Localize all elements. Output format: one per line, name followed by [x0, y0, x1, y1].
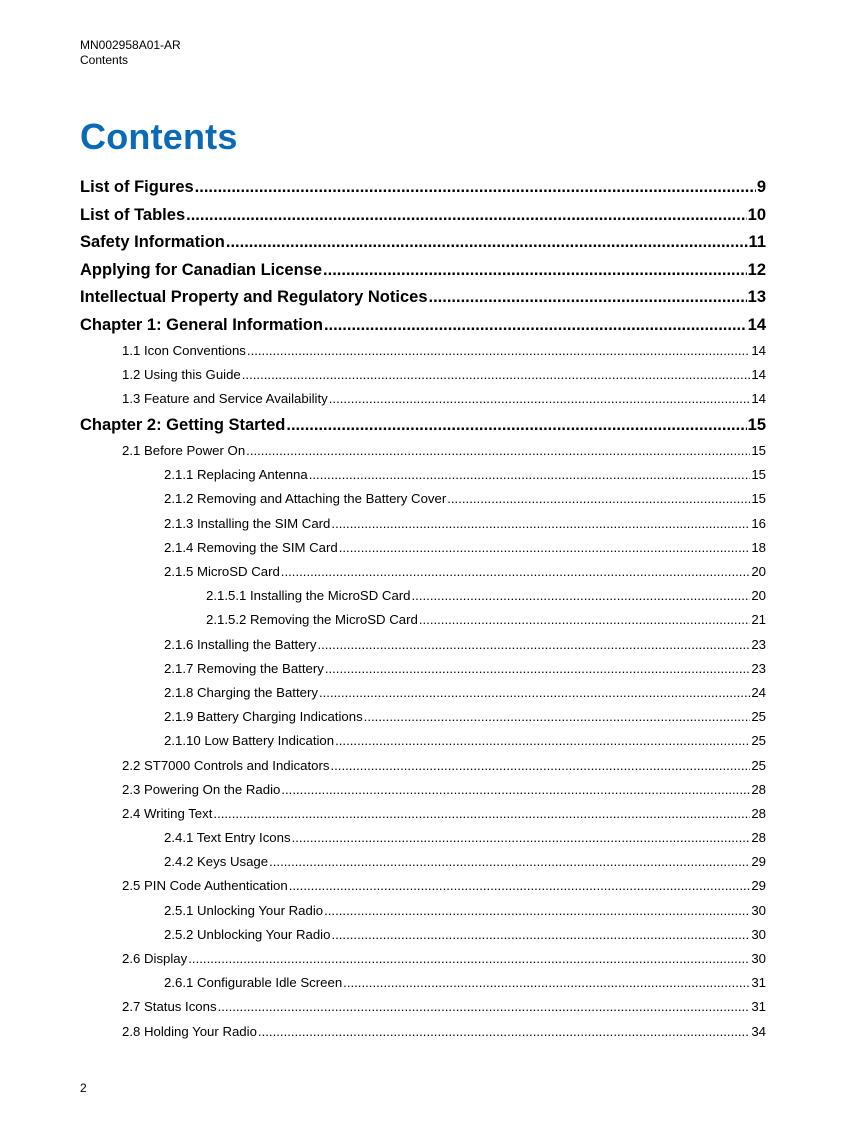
- toc-entry-label[interactable]: 2.3 Powering On the Radio: [122, 781, 281, 797]
- toc-entry-label[interactable]: 2.1.6 Installing the Battery: [164, 636, 317, 652]
- toc-entry-page-number[interactable]: 30: [751, 902, 766, 918]
- toc-dot-leader: [323, 257, 747, 285]
- toc-entry-label[interactable]: 2.1.5.2 Removing the MicroSD Card: [206, 612, 418, 628]
- toc-entry-page-number[interactable]: 23: [751, 636, 766, 652]
- toc-entry-label[interactable]: 2.1.7 Removing the Battery: [164, 660, 324, 676]
- toc-entry[interactable]: [80, 874, 766, 898]
- toc-entry[interactable]: [80, 802, 766, 826]
- toc-dot-leader: [281, 778, 750, 802]
- toc-entry-label[interactable]: 2.6 Display: [122, 951, 188, 966]
- toc-dot-leader: [324, 312, 747, 340]
- toc-entry[interactable]: [80, 923, 766, 947]
- toc-entry-page-number[interactable]: 14: [751, 343, 766, 358]
- toc-entry[interactable]: [80, 339, 766, 363]
- toc-entry[interactable]: [80, 657, 766, 681]
- toc-entry-label[interactable]: 2.6.1 Configurable Idle Screen: [164, 975, 343, 991]
- toc-dot-leader: [246, 439, 750, 463]
- toc-entry-label[interactable]: 2.1 Before Power On: [122, 443, 246, 459]
- toc-entry-page-number[interactable]: 15: [751, 491, 766, 507]
- toc-entry-label[interactable]: 2.1.4 Removing the SIM Card: [164, 539, 338, 555]
- running-header: [80, 38, 181, 68]
- toc-entry[interactable]: [80, 363, 766, 387]
- toc-entry[interactable]: [80, 681, 766, 705]
- toc-entry-label[interactable]: Applying for Canadian License: [80, 260, 323, 279]
- toc-entry-page-number[interactable]: 31: [751, 975, 766, 991]
- toc-dot-leader: [188, 947, 750, 971]
- toc-entry-page-number[interactable]: 14: [751, 367, 766, 383]
- toc-entry-page-number[interactable]: 9: [756, 178, 766, 196]
- toc-entry-page-number[interactable]: 18: [751, 539, 766, 555]
- toc-entry-page-number[interactable]: 15: [751, 467, 766, 483]
- toc-entry-label[interactable]: 2.2 ST7000 Controls and Indicators: [122, 757, 330, 773]
- toc-entry-label[interactable]: 2.1.10 Low Battery Indication: [164, 733, 335, 749]
- toc-dot-leader: [331, 512, 750, 536]
- toc-entry-page-number[interactable]: 29: [751, 878, 766, 894]
- toc-entry-page-number[interactable]: 28: [751, 781, 766, 797]
- document-id: MN002958A01-AR: [80, 38, 181, 52]
- page-title: Contents: [80, 116, 238, 157]
- toc-entry-label[interactable]: 2.1.5 MicroSD Card: [164, 564, 280, 579]
- toc-entry-label[interactable]: 2.1.2 Removing and Attaching the Battery Cover: [164, 491, 447, 507]
- toc-dot-leader: [339, 536, 751, 560]
- toc-entry-page-number[interactable]: 29: [751, 854, 766, 870]
- toc-entry-label[interactable]: 2.1.3 Installing the SIM Card: [164, 515, 331, 531]
- toc-entry[interactable]: [80, 463, 766, 487]
- toc-entry[interactable]: [80, 312, 766, 340]
- toc-entry-label[interactable]: List of Figures: [80, 178, 194, 196]
- toc-dot-leader: [186, 202, 747, 230]
- toc-entry[interactable]: [80, 995, 766, 1019]
- toc-entry-page-number[interactable]: 25: [751, 709, 766, 725]
- toc-entry[interactable]: [80, 536, 766, 560]
- toc-entry[interactable]: [80, 439, 766, 463]
- toc-entry[interactable]: [80, 284, 766, 312]
- toc-entry-label[interactable]: 2.5.2 Unblocking Your Radio: [164, 926, 331, 942]
- toc-entry-label[interactable]: 1.1 Icon Conventions: [122, 343, 246, 358]
- toc-entry[interactable]: [80, 705, 766, 729]
- toc-entry-page-number[interactable]: 14: [747, 315, 766, 334]
- toc-entry[interactable]: [80, 850, 766, 874]
- toc-dot-leader: [331, 923, 750, 947]
- toc-dot-leader: [258, 1020, 750, 1044]
- toc-entry-page-number[interactable]: 16: [751, 515, 766, 531]
- toc-entry-page-number[interactable]: 14: [751, 391, 766, 407]
- toc-dot-leader: [325, 657, 751, 681]
- toc-entry[interactable]: [80, 174, 766, 202]
- toc-dot-leader: [317, 633, 750, 657]
- toc-entry[interactable]: [80, 584, 766, 608]
- toc-entry-label[interactable]: List of Tables: [80, 205, 186, 224]
- toc-dot-leader: [343, 971, 750, 995]
- toc-entry-label[interactable]: 2.1.1 Replacing Antenna: [164, 467, 308, 483]
- toc-entry[interactable]: [80, 971, 766, 995]
- toc-entry-label[interactable]: Chapter 1: General Information: [80, 315, 323, 334]
- toc-dot-leader: [226, 229, 748, 257]
- toc-entry[interactable]: [80, 202, 766, 230]
- toc-entry-page-number[interactable]: 10: [747, 205, 766, 224]
- toc-dot-leader: [319, 681, 750, 705]
- toc-entry-page-number[interactable]: 25: [751, 757, 766, 773]
- toc-entry[interactable]: [80, 229, 766, 257]
- toc-entry[interactable]: [80, 729, 766, 753]
- toc-entry-label[interactable]: 2.1.9 Battery Charging Indications: [164, 709, 363, 725]
- toc-entry-label[interactable]: 2.5.1 Unlocking Your Radio: [164, 902, 324, 918]
- toc-entry-label[interactable]: 2.4.2 Keys Usage: [164, 854, 269, 870]
- toc-entry[interactable]: [80, 633, 766, 657]
- toc-entry-label[interactable]: 1.3 Feature and Service Availability: [122, 391, 328, 407]
- toc-entry-label[interactable]: 2.7 Status Icons: [122, 999, 217, 1015]
- toc-entry-page-number[interactable]: 30: [751, 951, 766, 966]
- toc-entry-page-number[interactable]: 11: [748, 233, 766, 251]
- toc-dot-leader: [292, 826, 751, 850]
- toc-entry[interactable]: [80, 412, 766, 440]
- toc-entry-page-number[interactable]: 24: [751, 684, 766, 700]
- table-of-contents: [80, 174, 766, 1044]
- toc-entry[interactable]: [80, 560, 766, 584]
- toc-entry[interactable]: [80, 1020, 766, 1044]
- toc-entry[interactable]: [80, 608, 766, 632]
- toc-entry-label[interactable]: 2.4.1 Text Entry Icons: [164, 830, 291, 846]
- toc-entry[interactable]: [80, 947, 766, 971]
- toc-entry-page-number[interactable]: 28: [751, 805, 766, 821]
- page-number: 2: [80, 1081, 87, 1095]
- toc-entry-page-number[interactable]: 25: [751, 733, 766, 749]
- toc-entry[interactable]: [80, 754, 766, 778]
- toc-entry[interactable]: [80, 899, 766, 923]
- toc-dot-leader: [419, 608, 751, 632]
- toc-dot-leader: [429, 284, 747, 312]
- toc-entry-page-number[interactable]: 12: [747, 260, 766, 279]
- toc-dot-leader: [335, 729, 750, 753]
- toc-entry[interactable]: [80, 512, 766, 536]
- toc-dot-leader: [286, 412, 746, 440]
- toc-entry-page-number[interactable]: 23: [751, 660, 766, 676]
- toc-entry[interactable]: [80, 257, 766, 285]
- toc-dot-leader: [213, 802, 750, 826]
- toc-dot-leader: [364, 705, 751, 729]
- toc-dot-leader: [329, 387, 751, 411]
- toc-dot-leader: [242, 363, 751, 387]
- header-section-name: Contents: [80, 53, 129, 67]
- toc-entry-label[interactable]: Safety Information: [80, 233, 225, 251]
- toc-entry-page-number[interactable]: 21: [751, 612, 766, 628]
- toc-dot-leader: [269, 850, 750, 874]
- toc-dot-leader: [281, 560, 751, 584]
- toc-entry-page-number[interactable]: 31: [751, 999, 766, 1015]
- toc-dot-leader: [447, 487, 750, 511]
- toc-entry-label[interactable]: 2.4 Writing Text: [122, 805, 213, 821]
- toc-entry-label[interactable]: 2.1.8 Charging the Battery: [164, 684, 318, 700]
- toc-dot-leader: [195, 174, 756, 202]
- toc-entry[interactable]: [80, 778, 766, 802]
- toc-entry-label[interactable]: 2.5 PIN Code Authentication: [122, 878, 288, 894]
- toc-entry-page-number[interactable]: 30: [751, 926, 766, 942]
- toc-dot-leader: [289, 874, 751, 898]
- toc-dot-leader: [309, 463, 751, 487]
- toc-dot-leader: [218, 995, 751, 1019]
- toc-entry-label[interactable]: 1.2 Using this Guide: [122, 367, 241, 383]
- toc-entry-label[interactable]: Intellectual Property and Regulatory Notices: [80, 288, 428, 306]
- toc-dot-leader: [324, 899, 750, 923]
- toc-entry[interactable]: [80, 487, 766, 511]
- toc-entry-page-number[interactable]: 15: [747, 415, 766, 434]
- toc-dot-leader: [247, 339, 750, 363]
- toc-entry-page-number[interactable]: 13: [747, 288, 766, 306]
- toc-entry-page-number[interactable]: 20: [751, 588, 766, 604]
- toc-entry[interactable]: [80, 826, 766, 850]
- toc-entry-label[interactable]: 2.8 Holding Your Radio: [122, 1023, 257, 1039]
- toc-dot-leader: [330, 754, 750, 778]
- toc-entry-label[interactable]: Chapter 2: Getting Started: [80, 415, 286, 434]
- toc-entry-page-number[interactable]: 28: [751, 830, 766, 846]
- toc-entry-label[interactable]: 2.1.5.1 Installing the MicroSD Card: [206, 588, 411, 604]
- toc-dot-leader: [412, 584, 751, 608]
- toc-entry-page-number[interactable]: 15: [751, 443, 766, 459]
- toc-entry-page-number[interactable]: 20: [751, 564, 766, 579]
- toc-entry[interactable]: [80, 387, 766, 411]
- toc-entry-page-number[interactable]: 34: [751, 1023, 766, 1039]
